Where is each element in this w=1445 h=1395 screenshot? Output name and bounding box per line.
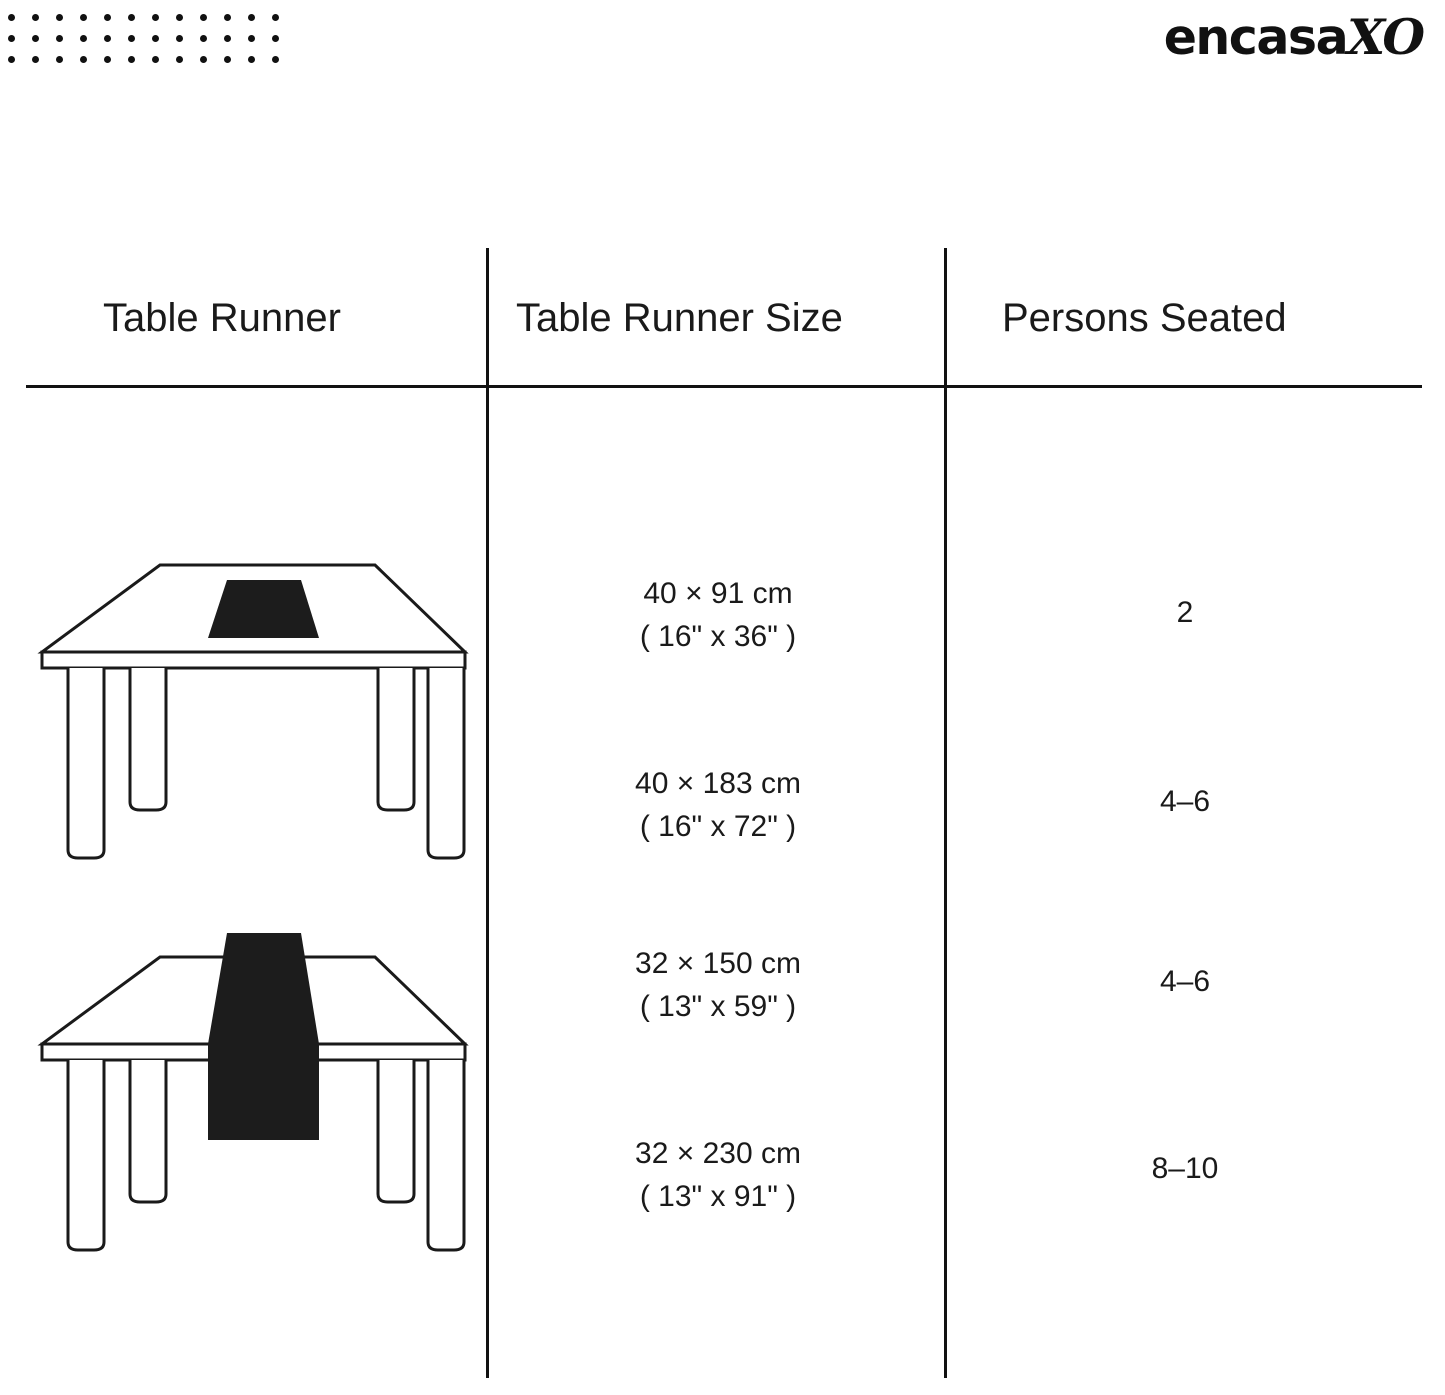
runner-size-metric: 40 × 183 cm — [635, 767, 801, 800]
table-with-long-draped-runner-illustration — [30, 915, 480, 1275]
table-row — [500, 572, 936, 658]
column-divider-1 — [486, 248, 489, 1378]
logo-xo-mark: XO — [1347, 8, 1423, 66]
persons-seated-value: 2 — [1176, 596, 1194, 629]
persons-seated-value: 4–6 — [1159, 965, 1211, 998]
persons-seated-value: 4–6 — [1159, 785, 1211, 818]
column-header-persons-seated: Persons Seated — [1002, 296, 1287, 340]
header-rule — [26, 385, 1422, 388]
runner-size-imperial: ( 16" x 36" ) — [639, 620, 797, 653]
logo-wordmark: encasa — [1163, 9, 1348, 66]
column-header-table-runner: Table Runner — [103, 296, 341, 340]
persons-seated-value: 8–10 — [1151, 1152, 1219, 1185]
table-row — [500, 762, 936, 848]
table-with-short-runner-illustration — [30, 540, 480, 880]
runner-size-imperial: ( 16" x 72" ) — [639, 810, 797, 843]
runner-size-metric: 32 × 230 cm — [635, 1137, 801, 1170]
column-header-table-runner-size: Table Runner Size — [516, 296, 843, 340]
column-divider-2 — [944, 248, 947, 1378]
table-row — [500, 1132, 936, 1218]
runner-size-imperial: ( 13" x 91" ) — [639, 1180, 797, 1213]
runner-size-metric: 32 × 150 cm — [635, 947, 801, 980]
runner-size-metric: 40 × 91 cm — [643, 577, 793, 610]
table-row — [500, 942, 936, 1028]
runner-size-imperial: ( 13" x 59" ) — [639, 990, 797, 1023]
